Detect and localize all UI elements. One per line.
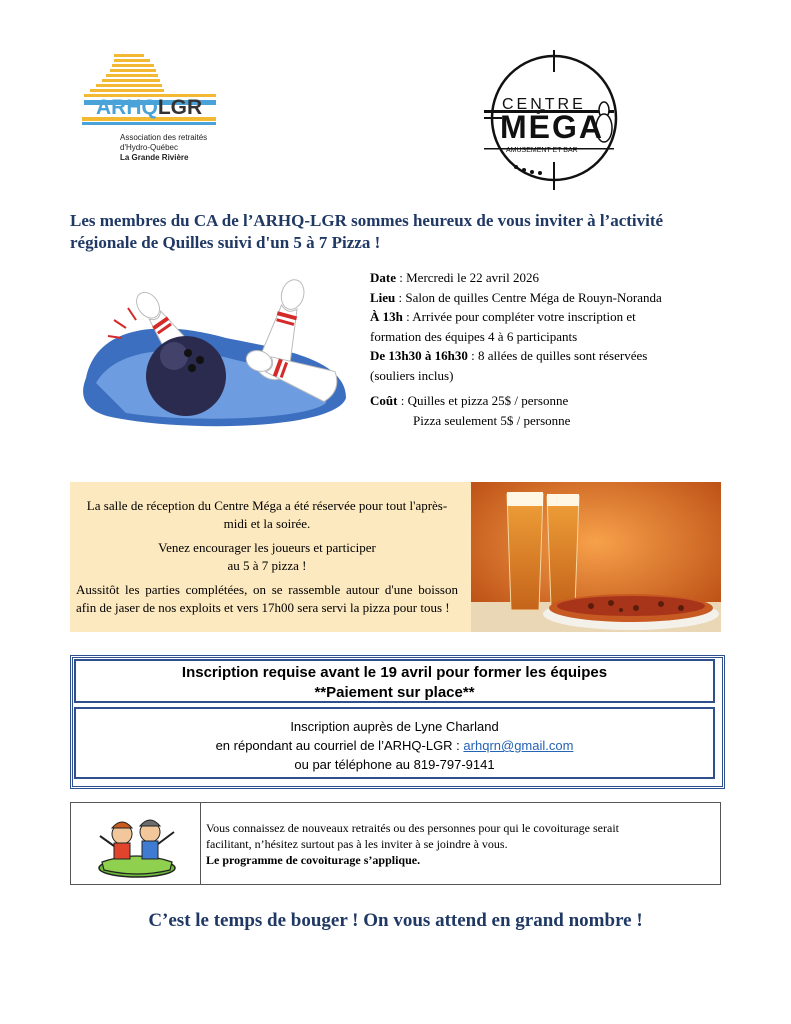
mega-line2: MÉGA <box>500 109 604 145</box>
detail-cout <box>370 391 730 411</box>
time1-label: À 13h <box>370 309 403 324</box>
mega-line1: CENTRE <box>502 96 586 113</box>
cout-value: : Quilles et pizza 25$ / personne <box>397 393 569 408</box>
covoit-line2: facilitant, n’hésitez surtout pas à les inviter à se joindre à vous. <box>206 837 508 851</box>
arhq-line1: Association des retraités <box>120 133 208 142</box>
event-details <box>370 268 730 430</box>
date-label: Date <box>370 270 396 285</box>
covoiturage-text <box>206 820 711 868</box>
time1-value: : Arrivée pour compléter votre inscription et <box>402 309 636 324</box>
arhq-acronym-right: LGR <box>157 96 203 119</box>
salle-p2b: au 5 à 7 pizza ! <box>227 558 307 573</box>
invitation-heading <box>70 210 740 254</box>
date-value: : Mercredi le 22 avril 2026 <box>396 270 539 285</box>
arhq-logo <box>82 52 232 172</box>
inscription-line3: ou par téléphone au 819-797-9141 <box>294 757 495 772</box>
lieu-label: Lieu <box>370 289 396 305</box>
beer-pizza-image <box>471 482 721 632</box>
salle-p2a: Venez encourager les joueurs et participer <box>158 540 376 555</box>
time1-value2: formation des équipes 4 à 6 participants <box>370 328 578 344</box>
detail-lieu <box>370 288 730 308</box>
inscription-line2: en répondant au courriel de l’ARHQ-LGR : <box>215 738 464 753</box>
time2-value2: (souliers inclus) <box>370 367 454 383</box>
detail-date <box>370 268 730 288</box>
inscription-title1: Inscription requise avant le 19 avril pour former les équipes <box>181 664 608 681</box>
inscription-header <box>74 659 715 703</box>
bowling-illustration <box>76 268 358 433</box>
email-link[interactable]: arhqrn@gmail.com <box>463 738 574 753</box>
detail-time2 <box>370 346 730 366</box>
footer-slogan: C’est le temps de bouger ! On vous attend en grand nombre ! <box>148 910 643 931</box>
carpool-illustration <box>94 810 180 880</box>
arhq-acronym-left: ARHQ <box>96 96 158 119</box>
cout-value2: Pizza seulement 5$ / personne <box>413 412 571 428</box>
lieu-value: : Salon de quilles Centre Méga de Rouyn-Noranda <box>395 289 662 305</box>
inscription-title2: **Paiement sur place** <box>314 684 475 701</box>
arhq-line3: La Grande Rivière <box>120 153 189 162</box>
inscription-body <box>74 707 715 779</box>
salle-p1: La salle de réception du Centre Méga a été réservée pour tout l'après-midi et la soirée. <box>86 498 448 531</box>
heading-line2: régionale de Quilles suivi d'un 5 à 7 Pizza ! <box>70 233 381 252</box>
centre-mega-logo <box>484 50 624 190</box>
mega-tagline: AMUSEMENT ET BAR <box>506 147 578 154</box>
salle-text <box>76 497 458 623</box>
covoit-line1: Vous connaissez de nouveaux retraités ou des personnes pour qui le covoiturage serait <box>206 821 619 835</box>
covoiturage-divider <box>200 802 201 885</box>
arhq-line2: d'Hydro-Québec <box>120 143 178 152</box>
cout-label: Coût <box>370 393 398 408</box>
inscription-line1: Inscription auprès de Lyne Charland <box>290 719 499 734</box>
heading-line1: Les membres du CA de l’ARHQ-LGR sommes heureux de vous inviter à l’activité <box>70 211 664 230</box>
time2-value: : 8 allées de quilles sont réservées <box>467 348 648 363</box>
detail-time1 <box>370 307 730 327</box>
salle-p3: Aussitôt les parties complétées, on se rassemble autour d'une boisson afin de jaser de nos exploits et vers 17h00 sera servi la pizza pour tous ! <box>76 582 458 615</box>
covoit-line3: Le programme de covoiturage s’applique. <box>206 853 421 867</box>
time2-label: De 13h30 à 16h30 <box>370 348 468 363</box>
